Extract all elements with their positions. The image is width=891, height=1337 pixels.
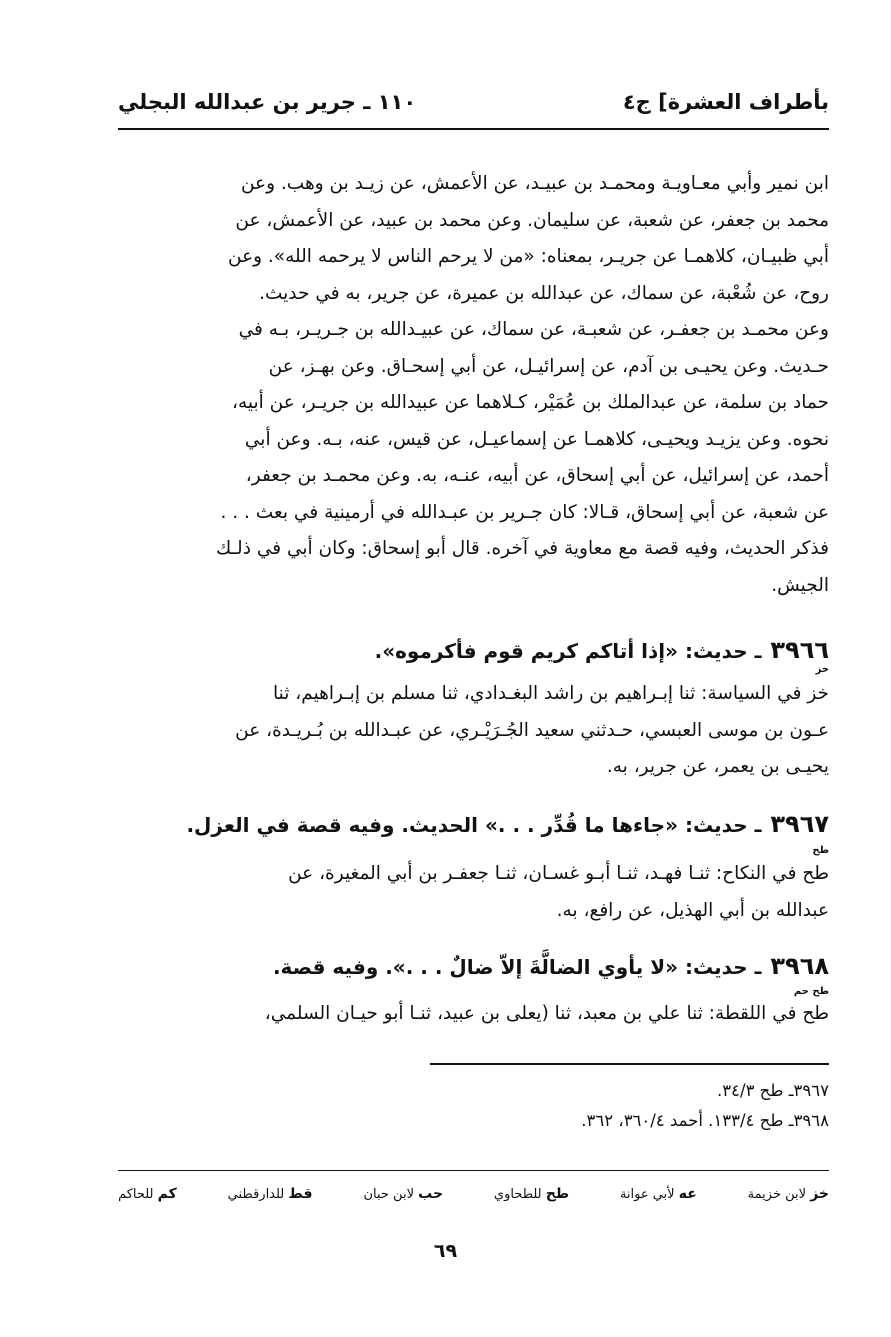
header-divider bbox=[118, 128, 829, 130]
entry-number: ٣٩٦٦ bbox=[770, 636, 829, 664]
footnote: ٣٩٦٨ـ طح ١٣٣/٤. أحمد ٣٦٠/٤، ٣٦٢. bbox=[581, 1111, 829, 1130]
text-line: حـديث. وعن يحيـى بن آدم، عن إسرائيـل، عن أبي إسحـاق. وعن بهـز، عن bbox=[268, 355, 829, 377]
text-line: خز في السياسة: ثنا إبـراهيم بن راشد البغـدادي، ثنا مسلم بن إبـراهيم، ثنا bbox=[273, 683, 829, 704]
text-line: فذكر الحديث، وفيه قصة مع معاوية في آخره. قال أبو إسحاق: وكان أبي في ذلـك bbox=[216, 538, 829, 559]
entry-text bbox=[118, 856, 829, 929]
text-line: عبدالله بن أبي الهذيل، عن رافع، به. bbox=[556, 899, 829, 921]
entry-number: ٣٩٦٧ bbox=[770, 810, 829, 838]
text-line: وعن محمـد بن جعفـر، عن شعبـة، عن سماك، عن عبيـدالله بن جـريـر، بـه في bbox=[238, 319, 829, 340]
entry-text bbox=[118, 996, 829, 1033]
legend-divider bbox=[118, 1170, 829, 1171]
legend-item: طح للطحاوي bbox=[493, 1186, 570, 1202]
footnotes bbox=[581, 1076, 829, 1136]
entry-number: ٣٩٦٨ bbox=[770, 952, 829, 980]
intro-paragraph bbox=[118, 166, 829, 604]
text-line: ابن نمير وأبي معـاويـة ومحمـد بن عبيـد، عن الأعمش، عن زيـد بن وهب. وعن bbox=[240, 173, 829, 194]
text-line: عن شعبة، عن أبي إسحاق، قـالا: كان جـرير بن عبـدالله في أرمينية في بعث . . . bbox=[220, 501, 829, 523]
text-line: الجيش. bbox=[771, 574, 829, 596]
text-line: محمد بن جعفر، عن شعبة، عن سليمان. وعن محمد بن عبيد، عن الأعمش، عن bbox=[235, 209, 829, 231]
entry-title: ـ حديث: «لا يأوي الضالَّةَ إلاّ ضالٌ . . .». وفيه قصة. bbox=[272, 955, 762, 979]
text-line: أحمد، عن إسرائيل، عن أبي إسحاق، عن أبيه، عنـه، به. وعن محمـد بن جعفر، bbox=[245, 465, 829, 486]
legend-item: عه لأبي عوانة bbox=[619, 1186, 697, 1202]
entry-siglum: خز bbox=[815, 664, 829, 675]
running-header bbox=[118, 80, 829, 124]
entry-heading bbox=[273, 952, 829, 980]
section-title: ١١٠ ـ جرير بن عبدالله البجلي bbox=[118, 90, 417, 114]
entry-heading bbox=[375, 636, 829, 664]
text-line: روح، عن شُعْبة، عن سماك، عن عبدالله بن عميرة، عن جرير، به في حديث. bbox=[259, 282, 829, 304]
entry-title: ـ حديث: «جاءها ما قُدِّر . . .» الحديث. وفيه قصة في العزل. bbox=[186, 813, 762, 837]
text-line: أبي ظبيـان، كلاهمـا عن جريـر، بمعناه: «من لا يرحم الناس لا يرحمه الله». وعن bbox=[227, 246, 829, 267]
footnote-divider bbox=[430, 1063, 829, 1065]
legend-item: خز لابن خزيمة bbox=[747, 1186, 829, 1202]
entry-heading bbox=[186, 810, 829, 838]
text-line: نحوه. وعن يزيـد ويحيـى، كلاهمـا عن إسماعيـل، عن قيس، عنه، بـه. وعن أبي bbox=[244, 428, 829, 450]
legend-item: قط للدارقطني bbox=[227, 1186, 313, 1202]
entry-siglum: طح حم bbox=[793, 986, 829, 997]
legend-item: حب لابن حبان bbox=[363, 1186, 444, 1202]
page-number: ٦٩ bbox=[433, 1240, 458, 1262]
entry-text bbox=[118, 676, 829, 786]
abbreviation-legend bbox=[118, 1186, 829, 1202]
text-line: عـون بن موسى العبسي، حـدثني سعيد الجُـرَيْـري، عن عبـدالله بن بُـريـدة، عن bbox=[235, 719, 829, 741]
entry-siglum: طح bbox=[812, 845, 829, 856]
footnote: ٣٩٦٧ـ طح ٣٤/٣. bbox=[717, 1081, 829, 1100]
entry-title: ـ حديث: «إذا أتاكم كريم قوم فأكرموه». bbox=[374, 639, 762, 663]
text-line: طح في النكاح: ثنـا فهـد، ثنـا أبـو غسـان، ثنـا جعفـر بن أبي المغيرة، عن bbox=[288, 863, 829, 884]
book-title: بأطراف العشرة] ج٤ bbox=[622, 90, 829, 114]
text-line: يحيـى بن يعمر، عن جرير، به. bbox=[606, 756, 829, 777]
legend-item: كم للحاكم bbox=[118, 1186, 177, 1202]
text-line: طح في اللقطة: ثنا علي بن معبد، ثنا (يعلى بن عبيد، ثنـا أبو حيـان السلمي، bbox=[264, 1003, 829, 1024]
text-line: حماد بن سلمة، عن عبدالملك بن عُمَيْر، كـلاهما عن عبيدالله بن جريـر، عن أبيه، bbox=[232, 392, 829, 413]
